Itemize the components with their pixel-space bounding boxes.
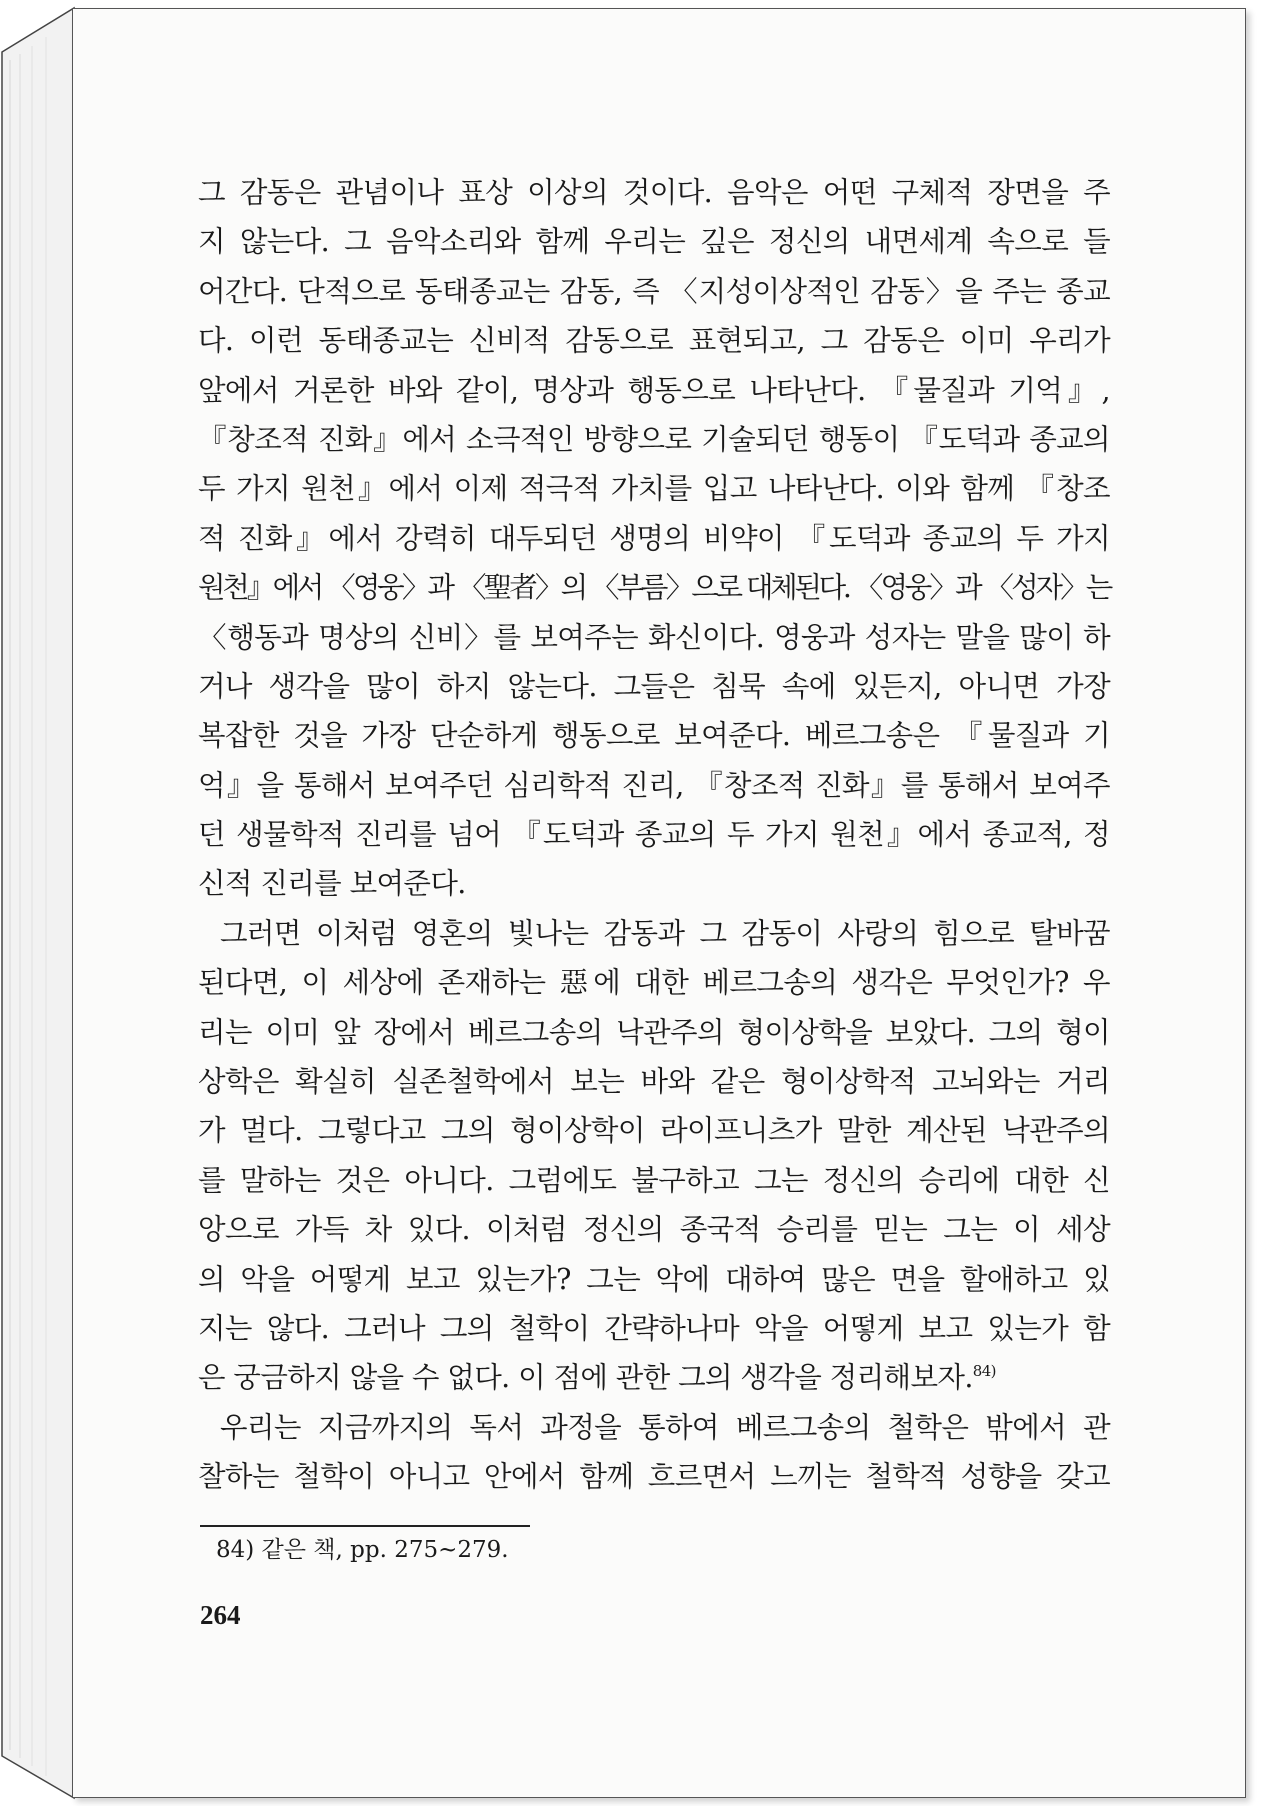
text-line: 리는 이미 앞 장에서 베르그송의 낙관주의 형이상학을 보았다. 그의 형이 [198,1015,1110,1049]
text-line: 은 궁금하지 않을 수 없다. 이 점에 관한 그의 생각을 정리해보자. [198,1361,973,1395]
text-line: 앙으로 가득 차 있다. 이처럼 정신의 종국적 승리를 믿는 그는 이 세상 [198,1213,1110,1247]
text-line: 두 가지 원천』에서 이제 적극적 가치를 입고 나타난다. 이와 함께 『창조 [198,472,1110,506]
text-line: 찰하는 철학이 아니고 안에서 함께 흐르면서 느끼는 철학적 성향을 갖고 [198,1460,1110,1494]
text-line: 지 않는다. 그 음악소리와 함께 우리는 깊은 정신의 내면세계 속으로 들 [198,225,1110,259]
text-line: 복잡한 것을 가장 단순하게 행동으로 보여준다. 베르그송은 『물질과 기 [198,719,1110,753]
text-line: 원천』에서 〈영웅〉과 〈聖者〉의 〈부름〉으로 대체된다. 〈영웅〉과 〈성자〉는 [198,571,1110,605]
text-line: 던 생물학적 진리를 넘어 『도덕과 종교의 두 가지 원천』에서 종교적, 정 [198,818,1110,852]
text-line: 지는 않다. 그러나 그의 철학이 간략하나마 악을 어떻게 보고 있는가 함 [198,1311,1110,1345]
text-line: 그러면 이처럼 영혼의 빛나는 감동과 그 감동이 사랑의 힘으로 탈바꿈 [220,916,1110,950]
text-line: 적 진화』에서 강력히 대두되던 생명의 비약이 『도덕과 종교의 두 가지 [198,521,1110,555]
text-line: 된다면, 이 세상에 존재하는 惡에 대한 베르그송의 생각은 무엇인가? 우 [198,966,1110,1000]
text-line: 어간다. 단적으로 동태종교는 감동, 즉 〈지성이상적인 감동〉을 주는 종교 [198,274,1110,308]
text-line: 『창조적 진화』에서 소극적인 방향으로 기술되던 행동이 『도덕과 종교의 [198,422,1110,456]
text-line: 거나 생각을 많이 하지 않는다. 그들은 침묵 속에 있든지, 아니면 가장 [198,669,1110,703]
text-line: 다. 이런 동태종교는 신비적 감동으로 표현되고, 그 감동은 이미 우리가 [198,324,1110,358]
text-line: 신적 진리를 보여준다. [198,867,466,901]
footnote-divider [200,1525,530,1527]
text-line: 상학은 확실히 실존철학에서 보는 바와 같은 형이상학적 고뇌와는 거리 [198,1065,1110,1099]
page-number: 264 [200,1600,241,1630]
book-spine-side [2,8,74,1798]
footnote-reference: 84) [972,1362,996,1381]
text-line: 우리는 지금까지의 독서 과정을 통하여 베르그송의 철학은 밖에서 관 [220,1410,1110,1444]
text-line: 억』을 통해서 보여주던 심리학적 진리, 『창조적 진화』를 통해서 보여주 [198,768,1110,802]
text-line: 그 감동은 관념이나 표상 이상의 것이다. 음악은 어떤 구체적 장면을 주 [198,176,1110,209]
footnote: 84) 같은 책, pp. 275~279. [216,1537,509,1563]
text-line: 〈행동과 명상의 신비〉를 보여주는 화신이다. 영웅과 성자는 말을 많이 하 [198,620,1110,654]
body-text [198,168,1110,1502]
text-line: 의 악을 어떻게 보고 있는가? 그는 악에 대하여 많은 면을 할애하고 있 [198,1262,1110,1296]
text-line: 가 멀다. 그렇다고 그의 형이상학이 라이프니츠가 말한 계산된 낙관주의 [198,1114,1110,1148]
text-line-with-footnote [198,1353,1110,1402]
text-line: 를 말하는 것은 아니다. 그럼에도 불구하고 그는 정신의 승리에 대한 신 [198,1163,1110,1197]
text-line: 앞에서 거론한 바와 같이, 명상과 행동으로 나타난다. 『물질과 기억』, [198,373,1110,407]
